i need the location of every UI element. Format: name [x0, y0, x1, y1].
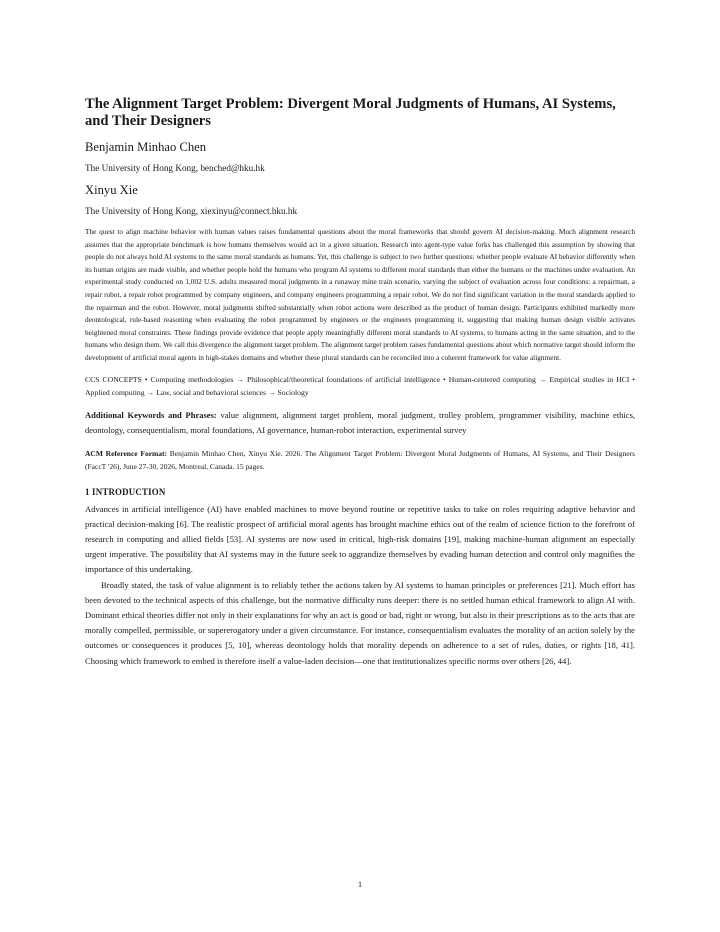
keywords-text: value alignment, alignment target problem, moral judgment, trolley problem, programmer visibility, machine ethics, deontology, consequentialism, moral foundations, AI governance, human-robot interaction, experimental survey: [85, 409, 636, 435]
ccs-concepts: CCS CONCEPTS • Computing methodologies → Philosophical/theoretical foundations of artificial intelligence • Human-centered computing → Empirical studies in HCI • Applied computing → Law, social and behavioral sciences → Sociology: [85, 374, 635, 398]
author-name: Xinyu Xie: [85, 183, 138, 197]
body-paragraph: Advances in artificial intelligence (AI) have enabled machines to move beyond routine or repetitive tasks to take on roles requiring adaptive behavior and practical decision-making [6]. The realistic prospect of artificial moral agents has brought machine ethics out of the realm of science fiction to the forefront of research in computing and allied fields [53]. AI systems are now used in critical, high-risk domains [19], making machine-human alignment an especially urgent imperative. The possibility that AI systems may in the future seek to aggrandize themselves by evading human detection and control only magnifies the importance of this undertaking.: [85, 503, 635, 575]
author-name: Benjamin Minhao Chen: [85, 140, 207, 154]
keywords-label: Additional Keywords and Phrases:: [85, 409, 217, 420]
page-number: 1: [357, 879, 363, 889]
body-paragraph: Broadly stated, the task of value alignment is to reliably tether the actions taken by AI systems to human principles or preferences [21]. Much effort has been devoted to the technical aspects of this challenge, but the normative difficulty runs deeper: there is no settled human ethical framework to align AI with. Dominant ethical theories differ not only in their explanations for why an act is good or bad, right or wrong, but also in their prescriptions as to the acts that are morally compelled, permissible, or supererogatory under a given circumstance. For instance, consequentialism evaluates the morality of an action solely by the outcomes or consequences it produces [5, 10], whereas deontology holds that morality depends on adherence to a set of rules, duties, or rights [18, 41]. Choosing which framework to embed is therefore itself a value-laden decision—one that institutionalizes specific norms over others [26, 44].: [85, 579, 635, 666]
section-heading: 1 INTRODUCTION: [85, 486, 166, 497]
acm-reference-text: Benjamin Minhao Chen, Xinyu Xie. 2026. The Alignment Target Problem: Divergent Moral Judgments of Humans, AI Systems, and Their Designers (FaccT '26), June 27-30, 2026, Montreal, Canada. 15 pages.: [85, 448, 635, 472]
author-affiliation: The University of Hong Kong, benched@hku.hk: [85, 163, 265, 173]
paper-page: [85, 96, 635, 669]
abstract: The quest to align machine behavior with human values raises fundamental questions about the moral frameworks that should govern AI decision-making. Much alignment research assumes that the appropriate benchmark is how humans themselves would act in a given situation. Research into agent-type value forks has challenged this assumption by showing that people do not always hold AI systems to the same moral standards as humans. Yet, this challenge is subject to two further questions: whether people evaluate AI behavior differently when its human origins are made visible, and whether people hold the humans who program AI systems to different moral standards than either the humans or the machines under evaluation. An experimental study conducted on 1,002 U.S. adults measured moral judgments in a runaway mine train scenario, varying the subject of evaluation across four conditions: a repairman, a repair robot, a repair robot programmed by company engineers, and company engineers programming a repair robot. We do not find significant variation in the moral standards applied to the repairman and the robot. However, moral judgments shifted substantially when robot actions were described as the product of human design. Participants exhibited markedly more deontological, rule-based reasoning when evaluating the robot programmed by engineers or the engineers programming it, suggesting that making human design visible activates heightened moral constraints. These findings provide evidence that people apply meaningfully different moral standards to AI systems, to humans acting in the same situation, and to the humans who design them. We call this divergence the alignment target problem. The alignment target problem raises fundamental questions about which normative target should inform the development of artificial moral agents in high-stakes domains and whether these plural standards can be reconciled into a coherent framework for value alignment.: [85, 227, 635, 362]
author-affiliation: The University of Hong Kong, xiexinyu@connect.hku.hk: [85, 206, 298, 216]
keywords: [85, 408, 635, 438]
acm-reference-label: ACM Reference Format:: [85, 448, 168, 458]
paper-title: The Alignment Target Problem: Divergent Moral Judgments of Humans, AI Systems, and Their Designers: [85, 96, 616, 129]
acm-reference: [85, 447, 635, 474]
